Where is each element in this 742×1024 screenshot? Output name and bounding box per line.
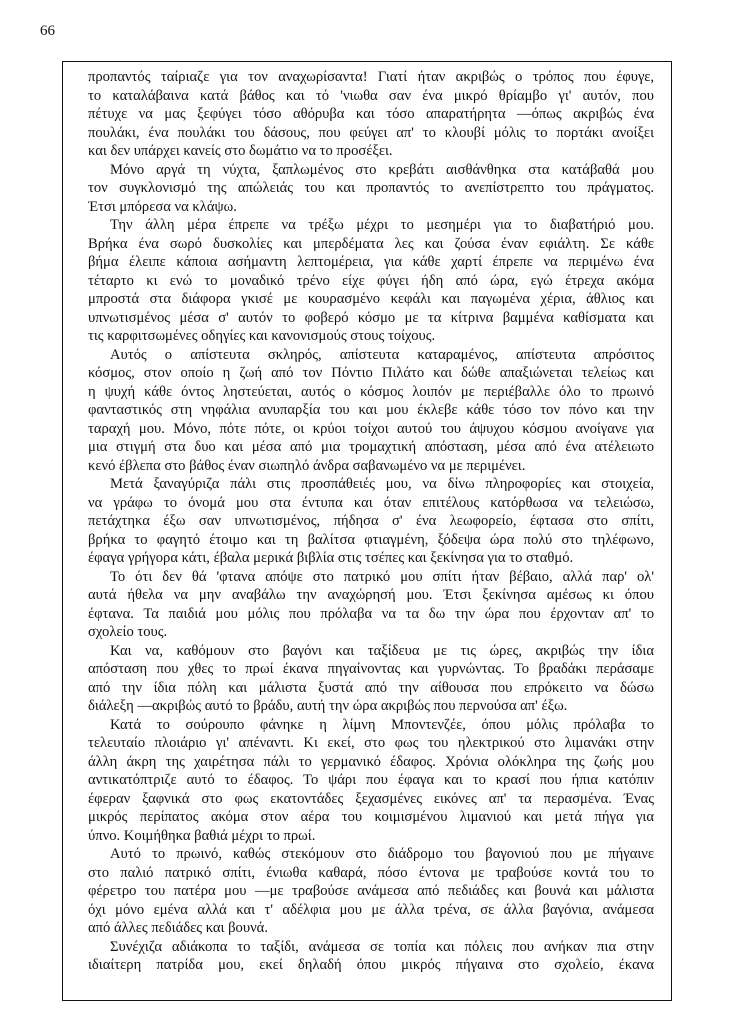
- paragraph: [88, 68, 654, 161]
- text-line: απόσταση που χθες το πρωί έκανα πηγαίνοντας και γυρνώντας. Το βραδάκι περάσαμε: [88, 661, 654, 677]
- text-line: τέταρτο κι ενώ το μοναδικό τρένο είχε φύγει ήδη από ώρα, εγώ έτρεχα ακόμα: [88, 272, 654, 289]
- text-line: όχι μόνο εμένα αλλά και τ' αδέλφια μου με άλλα τρένα, σε άλλα βαγόνια, ανάμεσα: [88, 901, 654, 918]
- text-line: Και να, καθόμουν στο βαγόνι και ταξίδευα με τις ώρες, ακριβώς την ίδια: [110, 642, 654, 659]
- paragraph: [88, 346, 654, 476]
- text-line: Αυτός ο απίστευτα σκληρός, απίστευτα καταραμένος, απίστευτα απρόσιτος: [110, 346, 654, 363]
- text-line: προπαντός ταίριαζε για τον αναχωρίσαντα! Γιατί ήταν ακριβώς ο τρόπος που έφυγε,: [88, 69, 654, 85]
- text-line: πέτυχε να μας ξεφύγει τόσο αθόρυβα και τόσο απαρατήρητα —όπως ακριβώς ένα: [88, 106, 654, 122]
- text-line: ύπνο. Κοιμήθηκα βαθιά μέχρι το πρωί.: [88, 827, 316, 844]
- text-body: [88, 68, 654, 975]
- text-line: έφτανα. Τα παιδιά μου μόλις που πρόλαβα να τα δω την ώρα που έρχονταν απ' το: [88, 605, 654, 622]
- text-line: άλλη άκρη της χαιρέτησα πάλι το γερμανικό έδαφος. Χρόνια ολόκληρα της ζωής μου: [88, 753, 654, 770]
- paragraph: [88, 161, 654, 217]
- text-line: Κατά το σούρουπο φάνηκε η λίμνη Μποντενζέε, όπου μόλις πρόλαβα το: [110, 716, 654, 733]
- paragraph: [88, 568, 654, 642]
- text-line: Μόνο αργά τη νύχτα, ξαπλωμένος στο κρεβάτι αισθάνθηκα στα κατάβαθά μου: [110, 161, 654, 178]
- paragraph: [88, 938, 654, 975]
- text-line: βήμα έλειπε κάποια ασήμαντη λεπτομέρεια, για κάθε χαρτί έπρεπε να περιμένω ένα: [88, 254, 654, 270]
- text-line: να γράφω το όνομά μου στα έντυπα και όταν επιτέλους κατόρθωσα να τελειώσω,: [88, 494, 654, 511]
- text-line: πουλάκι, ένα πουλάκι του δάσους, που φεύγει απ' το κλουβί μόλις το πορτάκι ανοίξει: [88, 124, 654, 141]
- text-line: Βρήκα ένα σωρό δυσκολίες και μπερδέματα λες και ζούσα έναν εφιάλτη. Σε κάθε: [88, 235, 654, 252]
- text-line: έφεραν ξαφνικά στο φως εκατοντάδες ξεχασμένες εικόνες απ' τα περασμένα. Ένας: [88, 790, 654, 807]
- text-line: και δεν υπάρχει κανείς στο δωμάτιο να το προσέξει.: [88, 143, 393, 159]
- text-line: Έτσι μπόρεσα να κλάψω.: [88, 198, 237, 215]
- text-line: τις καρφιτσωμένες οδηγίες και κανονισμούς στους τοίχους.: [88, 328, 436, 344]
- text-line: Συνέχιζα αδιάκοπα το ταξίδι, ανάμεσα σε τοπία και πόλεις που ανήκαν πια στην: [110, 938, 654, 955]
- text-line: ταραχή μου. Μόνο, πότε πότε, οι κρύοι τοίχοι αυτού του άψυχου κόσμου ανοίγανε για: [88, 420, 654, 437]
- text-line: αυτά ήθελα να μην αναβάλω την αναχώρησή μου. Έτσι ξεκίνησα αμέσως κι όπου: [88, 587, 654, 603]
- text-line: κόσμος, στον οποίο η ζωή από τον Πόντιο Πιλάτο και δώθε απαξιώνεται τελείως και: [88, 365, 654, 381]
- text-line: βρήκα το φαγητό έτοιμο και τη βαλίτσα φτιαγμένη, ξόδεψα ώρα πολύ στο τηλέφωνο,: [88, 531, 654, 548]
- paragraph: [88, 475, 654, 568]
- text-line: Αυτό το πρωινό, καθώς στεκόμουν στο διάδρομο του βαγονιού που με πήγαινε: [110, 846, 654, 862]
- text-line: από την ίδια πόλη και μάλιστα ξυστά από την αίθουσα που επρόκειτο να δώσω: [88, 679, 654, 696]
- text-line: φανταστικός στη νηφάλια ανυπαρξία του και μου έκλεβε κάθε τόσο τον πόνο και την: [88, 402, 654, 418]
- paragraph: [88, 845, 654, 938]
- text-line: από άλλες πεδιάδες και βουνά.: [88, 920, 268, 936]
- text-line: τελευταίο πλοιάριο γι' απέναντι. Κι εκεί, στο φως του ηλεκτρικού στο λιμανάκι στην: [88, 735, 654, 751]
- text-line: ιδιαίτερη πατρίδα μου, εκεί δηλαδή όπου μικρός πήγαινα στο σχολείο, έκανα: [88, 957, 654, 973]
- text-line: έφαγα γρήγορα κάτι, έβαλα μερικά βιβλία στις τσέπες και ξεκίνησα για το σταθμό.: [88, 550, 574, 566]
- text-line: τον συγκλονισμό της απώλειάς του και προπαντός το ανεπίστρεπτο του πράγματος.: [88, 180, 654, 196]
- text-line: μπροστά στα διάφορα γκισέ με κουρασμένο κεφάλι και παγωμένα χέρια, άθλιος και: [88, 291, 654, 307]
- text-line: Μετά ξαναγύριζα πάλι στις προσπάθειές μου, να δίνω πληροφορίες και στοιχεία,: [110, 476, 654, 492]
- text-line: υπνωτισμένος μέσα σ' αυτόν το φοβερό κόσμο με τα κίτρινα βαμμένα καθίσματα και: [88, 309, 654, 326]
- paragraph: [88, 216, 654, 346]
- text-line: μικρός περίπατος ακόμα στον αέρα του κοιμισμένου λιμανιού και μετά πήγα για: [88, 809, 654, 825]
- text-line: το καταλάβαινα κατά βάθος και τό 'νιωθα σαν ένα μικρό θρίαμβο γι' αυτόν, που: [88, 87, 654, 104]
- text-line: φέρετρο του πατέρα μου —με τραβούσε ανάμεσα από πεδιάδες και βουνά και μάλιστα: [88, 883, 654, 899]
- text-line: σχολείο τους.: [88, 624, 168, 640]
- text-line: διάλεξη —ακριβώς αυτό το βράδυ, αυτή την ώρα ακριβώς που περνούσα απ' έξω.: [88, 698, 568, 714]
- text-line: η ψυχή κάθε όντος ληστεύεται, αυτός ο κόσμος λοιπόν με περιέβαλλε όλο το πρωινό: [88, 383, 654, 400]
- paragraph: [88, 642, 654, 716]
- text-line: μια στιγμή στα δυο και μέσα από μια τρομαχτική απόσταση, μέσα από ένα ατέλειωτο: [88, 439, 654, 455]
- text-line: αντικατόπτριζε αυτό το έδαφος. Το ψάρι που έφαγα και το κρασί που ήπια κατόπιν: [88, 772, 654, 788]
- text-line: Το ότι δεν θά 'φτανα απόψε στο πατρικό μου σπίτι ήταν βέβαιο, αλλά παρ' ολ': [110, 568, 654, 585]
- paragraph: [88, 716, 654, 846]
- text-line: Την άλλη μέρα έπρεπε να τρέξω μέχρι το μεσημέρι για το διαβατήριό μου.: [110, 217, 654, 233]
- page-number: 66: [40, 23, 55, 39]
- text-line: πετάχτηκα έξω σαν υπνωτισμένος, πήδησα σ' ένα λεωφορείο, έφτασα στο σπίτι,: [88, 513, 654, 529]
- text-line: στο παλιό πατρικό σπίτι, ένιωθα καθαρά, πόσο έντονα με τραβούσε κοντά του το: [88, 864, 654, 881]
- text-line: κενό έβλεπα στο βάθος έναν σιωπηλό άνδρα σαβανωμένο να με περιμένει.: [88, 457, 526, 474]
